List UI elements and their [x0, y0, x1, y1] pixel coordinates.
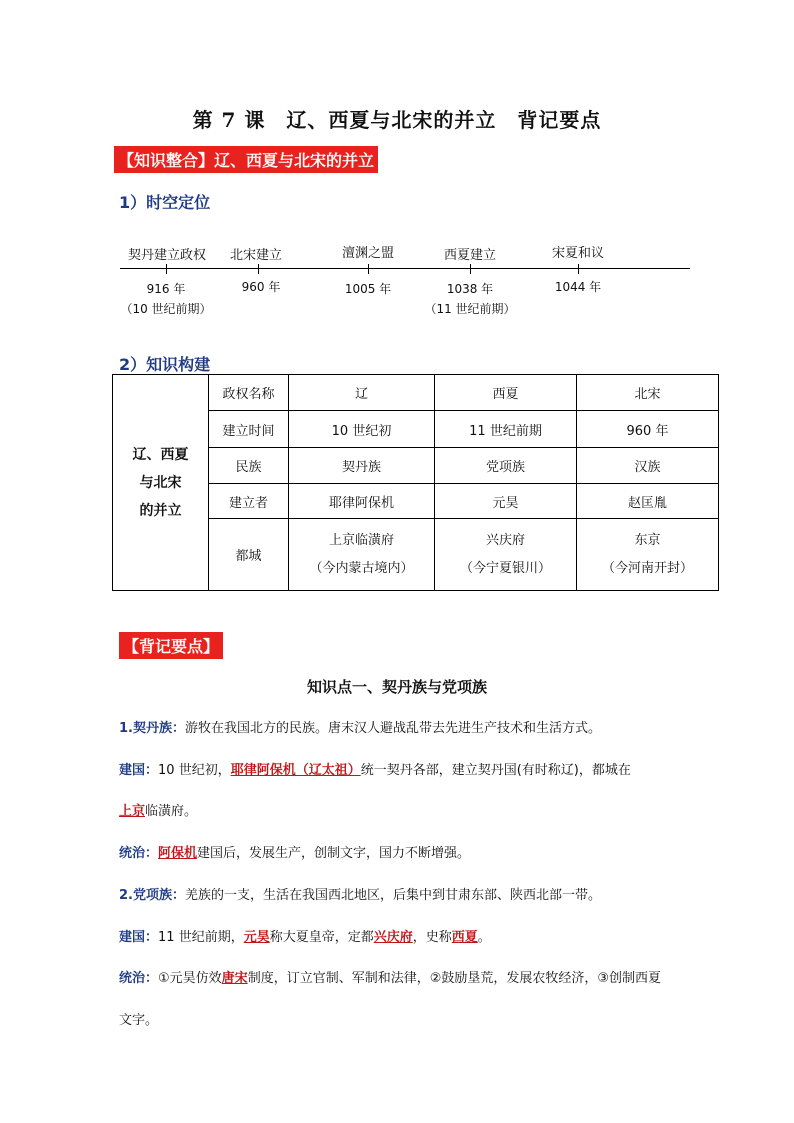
capital-note: （今宁夏银川） [459, 560, 551, 576]
table-cell: 10 世纪初 [289, 411, 435, 448]
capital-name: 上京临潢府 [328, 532, 394, 548]
row-label: 建立时间 [209, 411, 289, 448]
timeline-note: （10 世纪前期） [120, 302, 212, 316]
table-cell: 11 世纪前期 [435, 411, 577, 448]
body-text: 统一契丹各部，建立契丹国(有时称辽)，都城在 [360, 763, 631, 778]
highlight-text: 阿保机 [158, 846, 198, 861]
capital-note: （今内蒙古境内） [309, 560, 414, 576]
knowledge-table [112, 374, 719, 591]
timeline-year: 960 年 [241, 280, 281, 294]
highlight-text: 耶律阿保机（辽太祖） [230, 763, 361, 778]
highlight-text: 上京 [119, 804, 146, 819]
highlight-text: 兴庆府 [373, 930, 413, 945]
highlight-text: 元昊 [243, 930, 270, 945]
timeline-tick [258, 264, 259, 274]
keyword: 统治： [119, 971, 159, 986]
table-cell: 辽 [289, 375, 435, 411]
timeline-heading: 1）时空定位 [119, 193, 211, 212]
paragraph-dangxiang [119, 884, 601, 903]
table-cell: 契丹族 [289, 448, 435, 484]
timeline-event: 澶渊之盟 [341, 246, 394, 261]
capital-note: （今河南开封） [601, 560, 693, 576]
timeline-year: 1038 年 [446, 282, 494, 296]
table-cell [289, 519, 435, 591]
keyword: 统治： [119, 846, 159, 861]
timeline-year: 1044 年 [554, 280, 602, 294]
body-text: 文字。 [119, 1013, 159, 1028]
table-cell: 赵匡胤 [577, 484, 719, 519]
body-text: 游牧在我国北方的民族。唐末汉人避战乱带去先进生产技术和生活方式。 [184, 721, 601, 736]
highlight-text: 西夏 [451, 930, 478, 945]
body-text: 称大夏皇帝，定都 [269, 930, 374, 945]
table-cell: 西夏 [435, 375, 577, 411]
timeline-tick [578, 264, 579, 274]
highlight-text: 唐宋 [221, 971, 248, 986]
group-label-line: 的并立 [139, 502, 182, 519]
keyword: 1.契丹族： [119, 721, 185, 736]
capital-name: 东京 [634, 532, 661, 548]
timeline-year: 916 年 [146, 282, 186, 296]
body-text: 11 世纪前期， [158, 930, 244, 945]
timeline-tick [470, 264, 471, 274]
table-row [113, 375, 719, 411]
capital-name: 兴庆府 [485, 532, 525, 548]
paragraph-xixia-rule [119, 967, 661, 986]
table-cell [435, 519, 577, 591]
section-title: 知识点一、契丹族与党项族 [306, 678, 487, 696]
knowledge-heading: 2）知识构建 [119, 355, 211, 374]
timeline-year: 1005 年 [344, 282, 392, 296]
row-label: 民族 [209, 448, 289, 484]
page-title: 第 7 课 辽、西夏与北宋的并立 背记要点 [192, 108, 602, 132]
body-text: 建国后，发展生产，创制文字，国力不断增强。 [197, 846, 471, 861]
keyword: 建国： [119, 763, 159, 778]
paragraph-xixia-founding [119, 926, 491, 945]
paragraph-liao-rule [119, 842, 470, 861]
table-cell: 北宋 [577, 375, 719, 411]
timeline-event: 宋夏和议 [551, 246, 604, 261]
body-text: 制度，订立官制、军制和法律，②鼓励垦荒，发展农牧经济，③创制西夏 [247, 971, 661, 986]
row-label: 建立者 [209, 484, 289, 519]
paragraph-khitan [119, 717, 601, 736]
timeline-event: 北宋建立 [229, 248, 282, 263]
table-cell [577, 519, 719, 591]
paragraph-liao-founding-cont [119, 800, 197, 819]
body-text: ①元昊仿效 [158, 971, 222, 986]
group-label-line: 与北宋 [139, 474, 182, 491]
table-cell: 党项族 [435, 448, 577, 484]
paragraph-xixia-rule-cont [119, 1009, 158, 1028]
timeline-event: 契丹建立政权 [127, 248, 206, 263]
table-cell: 元昊 [435, 484, 577, 519]
body-text: 10 世纪初， [158, 763, 231, 778]
row-label: 政权名称 [209, 375, 289, 411]
body-text: 临潢府。 [145, 804, 198, 819]
paragraph-liao-founding [119, 759, 631, 778]
timeline-tick [368, 264, 369, 274]
integration-header: 【知识整合】辽、西夏与北宋的并立 [114, 146, 378, 173]
body-text: ，史称 [412, 930, 452, 945]
table-cell: 汉族 [577, 448, 719, 484]
body-text: 。 [477, 930, 491, 945]
timeline-note: （11 世纪前期） [424, 302, 516, 316]
timeline-axis [120, 268, 690, 269]
memo-header: 【背记要点】 [119, 632, 223, 659]
body-text: 羌族的一支，生活在我国西北地区，后集中到甘肃东部、陕西北部一带。 [184, 888, 601, 903]
group-label-line: 辽、西夏 [132, 446, 189, 463]
table-cell: 960 年 [577, 411, 719, 448]
keyword: 2.党项族： [119, 888, 185, 903]
timeline-event: 西夏建立 [443, 248, 496, 263]
timeline-tick [166, 264, 167, 274]
table-group-label [113, 375, 209, 591]
table-cell: 耶律阿保机 [289, 484, 435, 519]
row-label: 都城 [209, 519, 289, 591]
keyword: 建国： [119, 930, 159, 945]
